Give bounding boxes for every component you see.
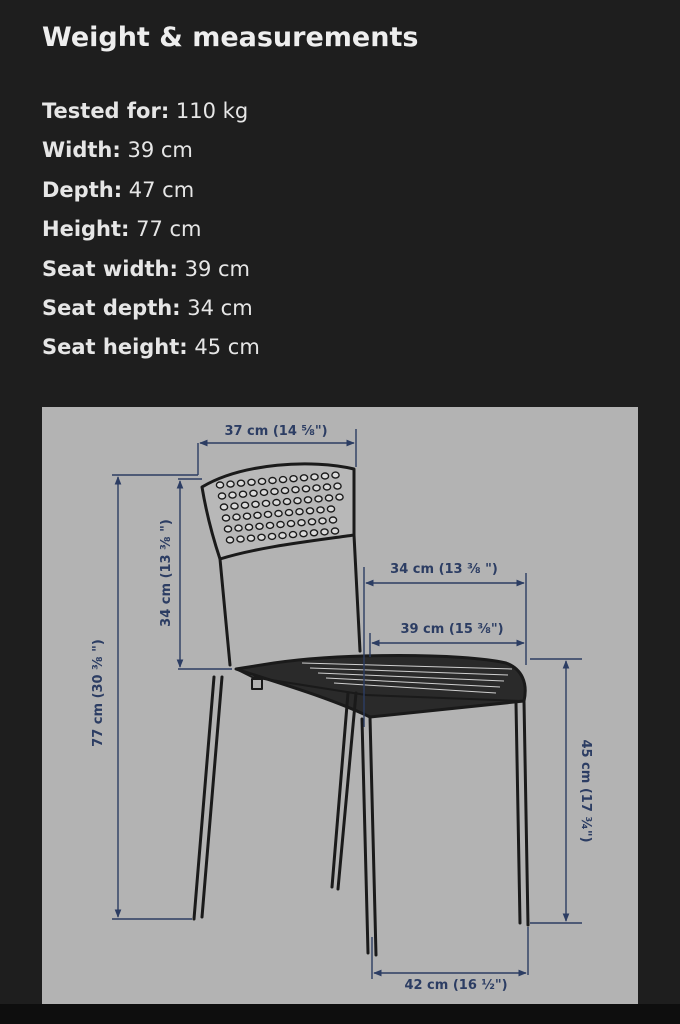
backrest-hole — [321, 529, 328, 535]
backrest-hole — [269, 478, 276, 484]
backrest-hole — [334, 483, 341, 489]
backrest-hole — [306, 508, 313, 514]
backrest-hole — [224, 526, 231, 532]
backrest-hole — [310, 530, 317, 536]
dim-total-height: 77 cm (30 ⅜ ") — [91, 639, 106, 747]
spec-width — [42, 131, 260, 170]
backrest-hole — [311, 474, 318, 480]
backrest-hole — [277, 522, 284, 528]
backrest-hole — [248, 479, 255, 485]
backrest-hole — [290, 476, 297, 482]
backrest-hole — [256, 523, 263, 529]
backrest-hole — [233, 514, 240, 520]
backrest-hole — [237, 536, 244, 542]
backrest-hole — [289, 532, 296, 538]
front-leg-right — [524, 701, 528, 925]
backrest-hole — [313, 485, 320, 491]
backrest-hole — [327, 506, 334, 512]
backrest-hole — [329, 517, 336, 523]
backrest-hole — [268, 533, 275, 539]
spec-value: 39 cm — [177, 256, 250, 281]
backrest-hole — [231, 503, 238, 509]
backrest-hole — [216, 482, 223, 488]
backrest-hole — [294, 498, 301, 504]
backrest-hole — [241, 502, 248, 508]
backrest-hole — [317, 507, 324, 513]
backrest-hole — [252, 501, 259, 507]
backrest-hole — [315, 496, 322, 502]
section-title: Weight & measurements — [42, 22, 419, 53]
spec-label: Seat width: — [42, 256, 178, 281]
spec-list — [42, 92, 260, 368]
backrest-hole — [336, 494, 343, 500]
spec-label: Width: — [42, 138, 121, 163]
spec-value: 47 cm — [122, 177, 195, 202]
backrest-hole — [281, 488, 288, 494]
dim-backrest-height: 34 cm (13 ⅜ ") — [159, 519, 174, 627]
backrest-hole — [218, 493, 225, 499]
backrest-hole — [273, 500, 280, 506]
dim-seat-height: 45 cm (17 ¾") — [578, 739, 593, 843]
backrest-hole — [283, 499, 290, 505]
backrest-hole — [235, 525, 242, 531]
backrest-hole — [264, 511, 271, 517]
backrest-hole — [229, 492, 236, 498]
backrest-hole — [292, 487, 299, 493]
backrest-hole — [302, 486, 309, 492]
spec-label: Height: — [42, 217, 130, 242]
backrest-hole — [323, 484, 330, 490]
backrest-hole — [321, 473, 328, 479]
backrest-hole — [287, 521, 294, 527]
backrest-hole — [222, 515, 229, 521]
chair-measurement-diagram — [42, 407, 638, 1004]
backrest-hole — [279, 477, 286, 483]
spec-depth — [42, 171, 260, 210]
bottom-edge-bar — [0, 1004, 680, 1024]
back-post-left — [220, 559, 230, 665]
spec-seat-depth — [42, 289, 260, 328]
backrest-hole — [239, 491, 246, 497]
dim-base-depth: 42 cm (16 ½") — [404, 978, 508, 993]
backrest-hole — [262, 500, 269, 506]
front-leg-left — [370, 717, 376, 955]
backrest-hole — [254, 512, 261, 518]
backrest-hole — [285, 510, 292, 516]
backrest-hole — [227, 481, 234, 487]
spec-seat-width — [42, 250, 260, 289]
spec-value: 39 cm — [120, 138, 193, 163]
backrest-hole — [275, 511, 282, 517]
spec-value: 45 cm — [187, 335, 260, 360]
spec-label: Tested for: — [42, 99, 170, 123]
backrest-hole — [296, 509, 303, 515]
dim-backrest-width: 37 cm (14 ⅝") — [224, 424, 328, 439]
backrest-hole — [220, 504, 227, 510]
backrest-hole — [258, 478, 265, 484]
backrest-hole — [271, 489, 278, 495]
spec-value: 77 cm — [129, 217, 202, 242]
backrest-hole — [279, 533, 286, 539]
backrest-hole — [266, 522, 273, 528]
spec-label: Seat height: — [42, 335, 188, 360]
backrest-hole — [331, 528, 338, 534]
spec-tested-for — [42, 92, 260, 131]
backrest-hole — [308, 519, 315, 525]
dim-seat-depth: 34 cm (13 ⅜ ") — [390, 562, 498, 577]
spec-value: 110 kg — [169, 99, 249, 123]
backrest-hole — [237, 480, 244, 486]
spec-seat-height — [42, 328, 260, 367]
backrest-hole — [260, 489, 267, 495]
backrest-hole — [304, 497, 311, 503]
spec-height — [42, 210, 260, 249]
spec-label: Seat depth: — [42, 295, 181, 320]
backrest-hole — [245, 524, 252, 530]
spec-value: 34 cm — [180, 295, 253, 320]
backrest-hole — [247, 535, 254, 541]
spec-label: Depth: — [42, 177, 123, 202]
backrest-hole — [300, 475, 307, 481]
backrest-hole — [300, 531, 307, 537]
backrest-hole — [226, 537, 233, 543]
back-post-right — [354, 535, 360, 651]
backrest-hole — [258, 534, 265, 540]
backrest-hole — [319, 518, 326, 524]
dim-seat-width: 39 cm (15 ⅜") — [400, 622, 504, 637]
backrest-hole — [332, 472, 339, 478]
backrest-hole — [325, 495, 332, 501]
backrest-hole — [250, 490, 257, 496]
backrest-hole — [243, 513, 250, 519]
backrest-hole — [298, 520, 305, 526]
